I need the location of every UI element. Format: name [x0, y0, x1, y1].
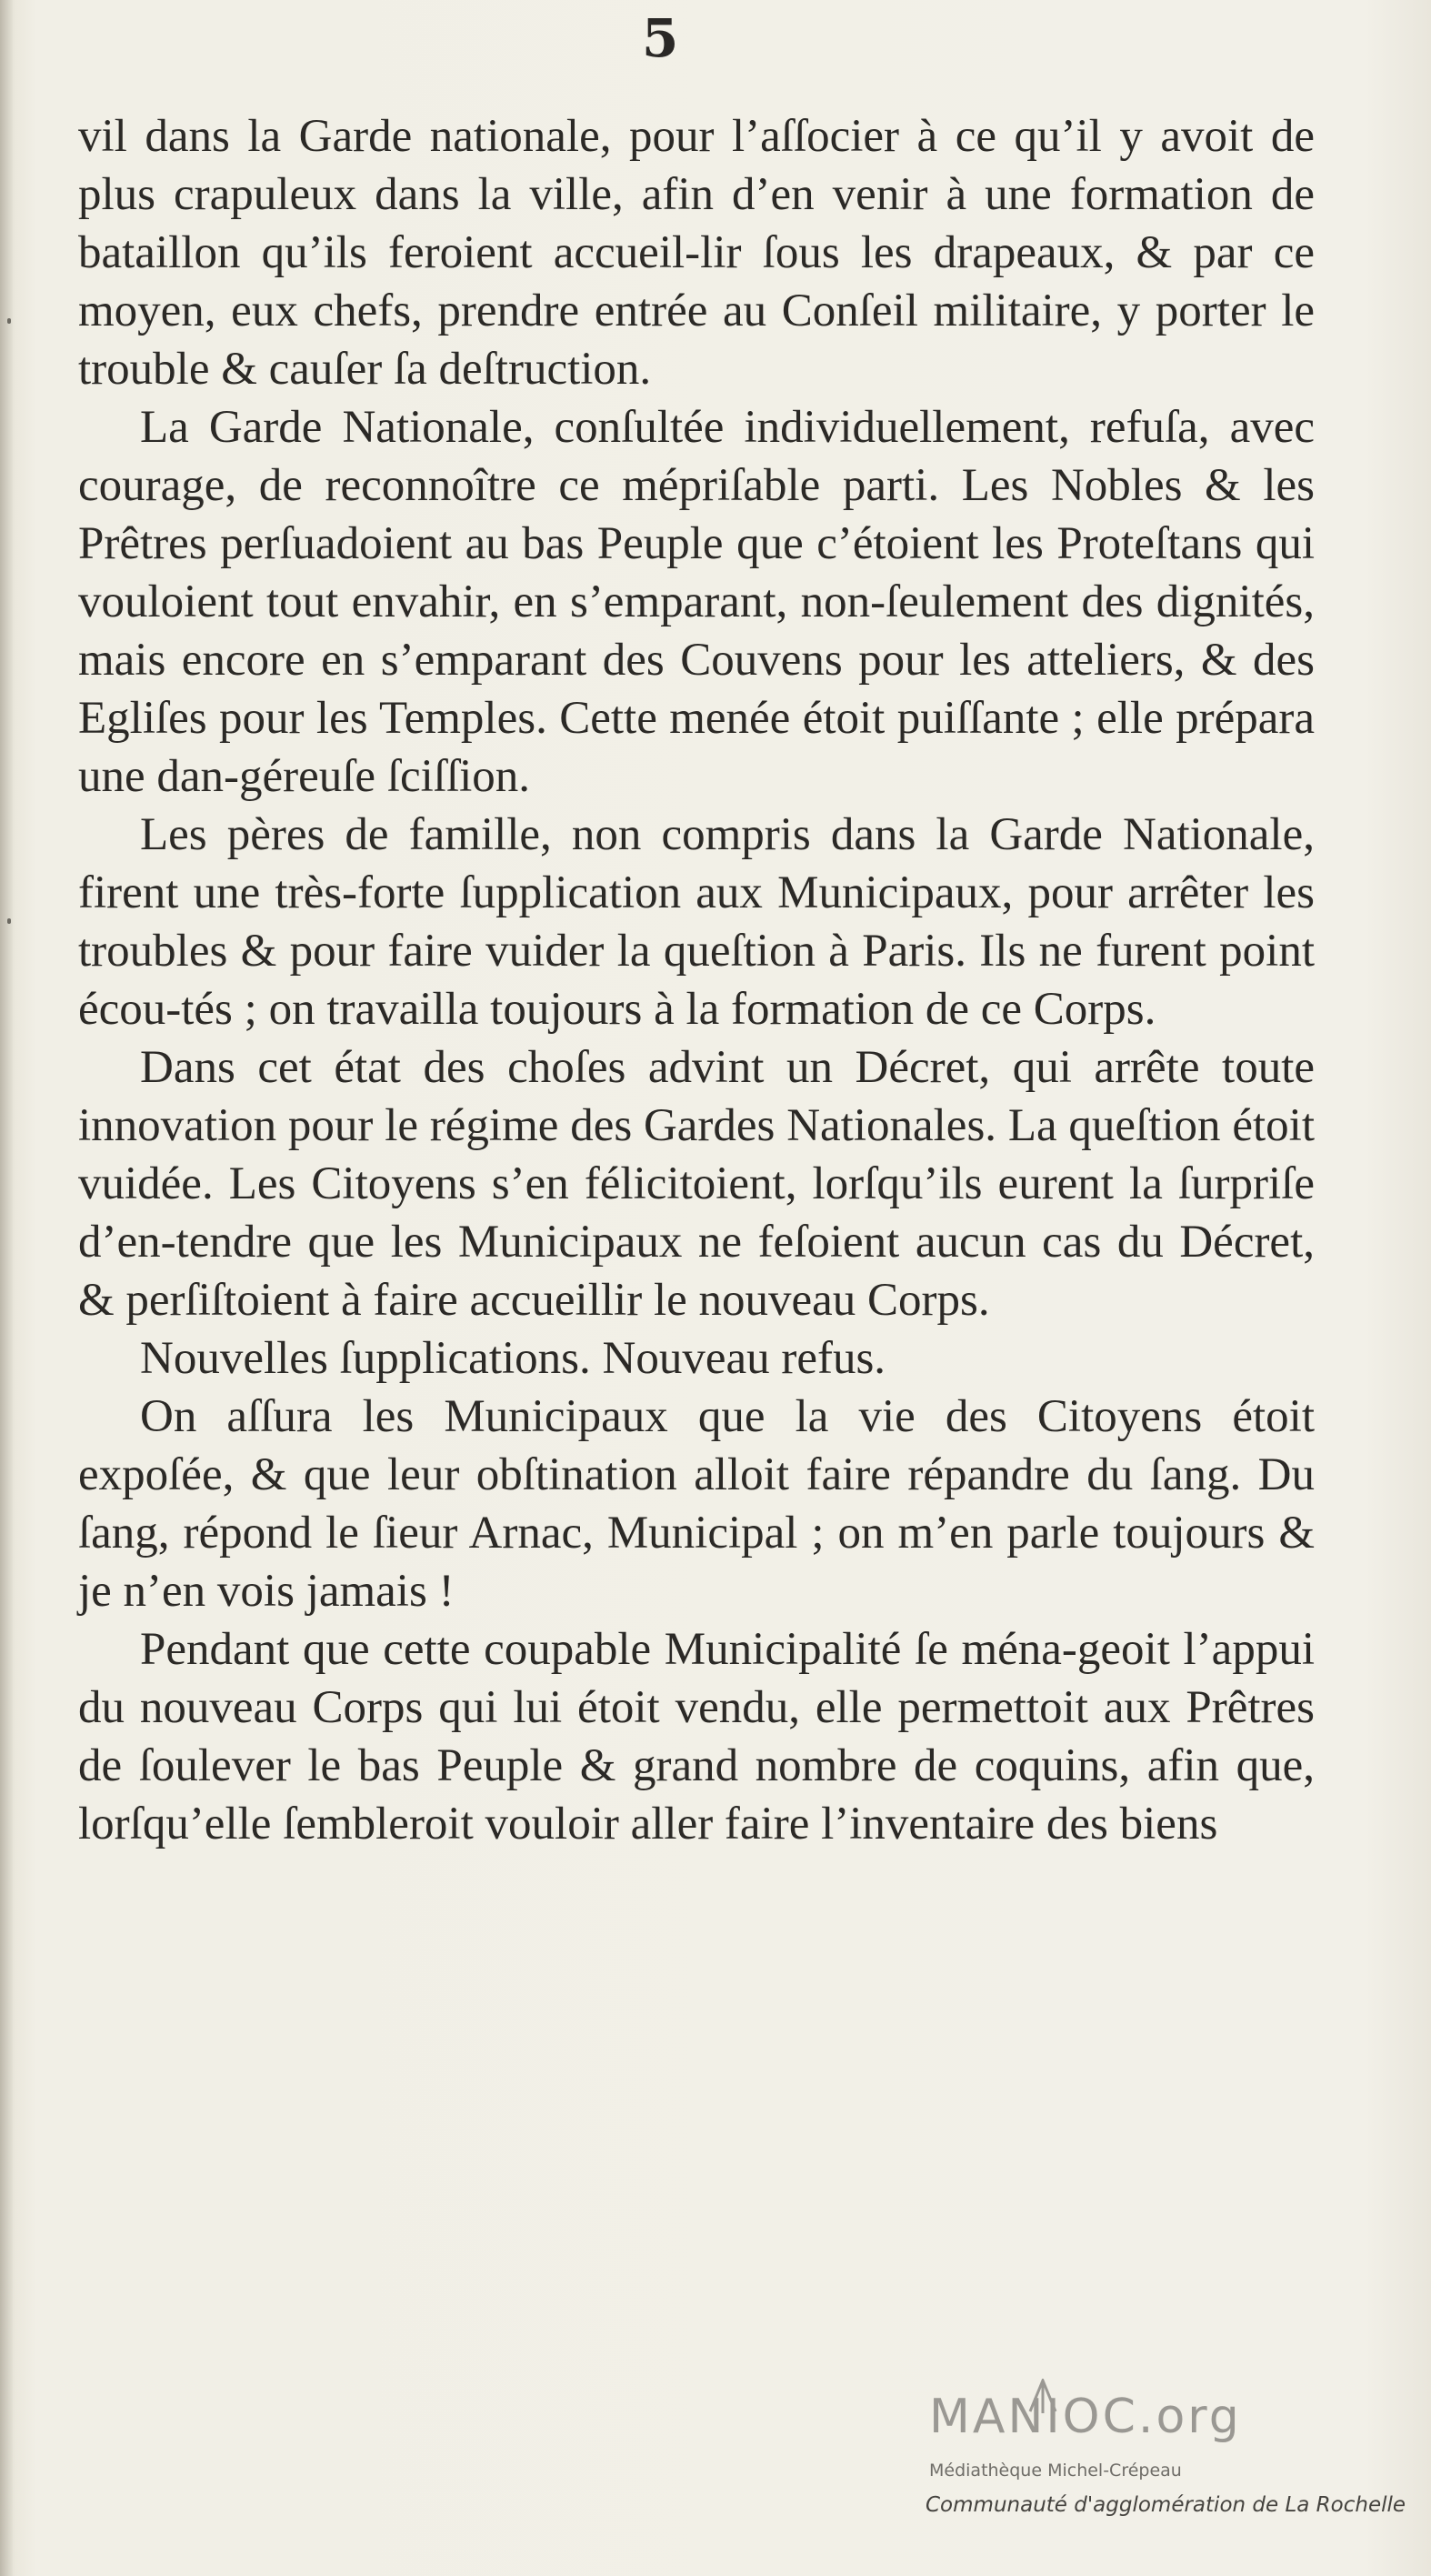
paragraph-3: Les pères de famille, non compris dans la Garde Nationale, firent une très-forte ſupplication aux Municipaux, pour arrêter les troubles & pour faire vuider la queſtion à Paris. Ils ne furent point écou-tés ; on travailla toujours à la formation de ce Corps. — [78, 809, 1315, 1035]
paragraph-5: Nouvelles ſupplications. Nouveau refus. — [140, 1333, 886, 1384]
community-name: Communauté d'agglomération de La Rochelle — [926, 2493, 1406, 2517]
paragraph-2: La Garde Nationale, conſultée individuellement, refuſa, avec courage, de reconnoître ce mépriſable parti. Les Nobles & les Prêtres perſuadoient au bas Peuple que c’étoient les Proteſtans qui vouloient tout envahir, en s’emparant, non-ſeulement des dignités, mais encore en s’emparant des Couvens pour les atteliers, & des Egliſes pour les Temples. Cette menée étoit puiſſante ; elle prépara une dan-géreuſe ſciſſion. — [78, 402, 1315, 802]
manioc-logo — [929, 2390, 1431, 2453]
binding-edge — [0, 0, 13, 2576]
manioc-symbol-icon — [1025, 2379, 1061, 2415]
paragraph-6: On aſſura les Municipaux que la vie des Citoyens étoit expoſée, & que leur obſtination alloit faire répandre du ſang. Du ſang, répond le ſieur Arnac, Municipal ; on m’en parle toujours & je n’en vois jamais ! — [78, 1391, 1315, 1617]
page-text — [78, 107, 1315, 1853]
archive-footer — [909, 2390, 1418, 2517]
manioc-logo-text: MANIOC.org — [929, 2390, 1242, 2444]
binding-mark — [7, 318, 11, 324]
binding-mark — [7, 918, 11, 924]
paragraph-1: vil dans la Garde nationale, pour l’aſſocier à ce qu’il y avoit de plus crapuleux dans la ville, afin d’en venir à une formation de bataillon qu’ils feroient accueil-lir ſous les drapeaux, & par ce moyen, eux chefs, prendre entrée au Conſeil militaire, y porter le trouble & cauſer ſa deſtruction. — [78, 111, 1315, 395]
page-number: 5 — [642, 7, 679, 69]
library-name: Médiathèque Michel-Crépeau — [929, 2461, 1182, 2481]
paragraph-4: Dans cet état des choſes advint un Décret, qui arrête toute innovation pour le régime des Gardes Nationales. La queſtion étoit vuidée. Les Citoyens s’en félicitoient, lorſqu’ils eurent la ſurpriſe d’en-tendre que les Municipaux ne feſoient aucun cas du Décret, & perſiſtoient à faire accueillir le nouveau Corps. — [78, 1042, 1315, 1326]
paragraph-7: Pendant que cette coupable Municipalité ſe ména-geoit l’appui du nouveau Corps qui lui étoit vendu, elle permettoit aux Prêtres de ſoulever le bas Peuple & grand nombre de coquins, afin que, lorſqu’elle ſembleroit vouloir aller faire l’inventaire des biens — [78, 1624, 1315, 1849]
